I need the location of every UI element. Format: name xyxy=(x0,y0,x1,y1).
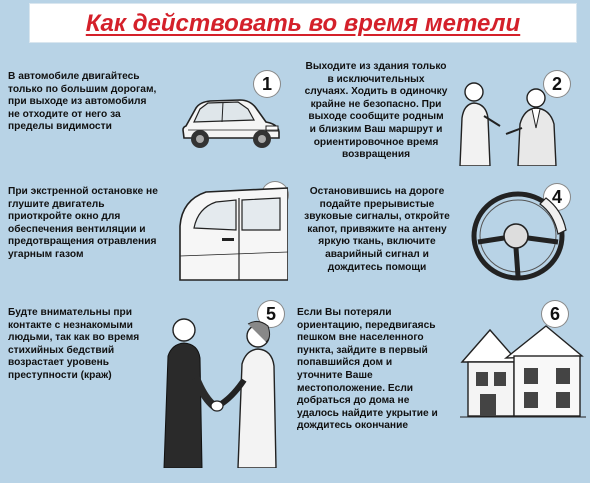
panel-4-text: Остановившись на дороге подайте прерывистые звуковые сигналы, откройте капот, привяжите на антену яркую ткань, включите аварийный сигнал и дождитесь помощи xyxy=(304,186,450,273)
panel-1-number: 1 xyxy=(254,71,280,97)
panel-2-number: 2 xyxy=(544,71,570,97)
title-banner xyxy=(30,4,576,42)
panel-1-text: В автомобиле двигайтесь только по большим дорогам, при выходе из автомобиля не отходите от него за пределы видимости xyxy=(8,71,157,133)
panel-3-text: При экстренной остановке не глушите двигатель приоткройте окно для обеспечения вентиляции и предотвращения отравления угарным газом xyxy=(8,186,158,260)
car-front-illustration xyxy=(178,92,284,150)
two-men-talking-illustration xyxy=(456,78,566,166)
panel-6-number: 6 xyxy=(542,301,568,327)
house-illustration xyxy=(460,322,586,418)
panel-5-number: 5 xyxy=(258,301,284,327)
car-window-illustration xyxy=(176,186,288,282)
panel-6-text: Если Вы потеряли ориентацию, передвигаясь пешком вне населенного пункта, зайдите в первый попавшийся дом и уточните Ваше местоположение. Если добраться до дома не удалось найдите укрытие и дождитесь окончание xyxy=(297,307,438,432)
panel-5-text: Будте внимательны при контакте с незнакомыми людьми, так как во время стихийных бедствий возрастает уровень преступности (краж) xyxy=(8,307,140,381)
steering-wheel-illustration xyxy=(462,190,572,286)
handshake-illustration xyxy=(162,316,286,468)
page-title: Как действовать во время метели xyxy=(85,10,521,37)
panel-4-number: 4 xyxy=(544,184,570,210)
panel-2-text: Выходите из здания только в исключительных случаях. Ходить в одиночку крайне не безопасно. При выходе сообщите родным и близким Ваш маршрут и ориентировочное время возвращения xyxy=(304,61,448,161)
